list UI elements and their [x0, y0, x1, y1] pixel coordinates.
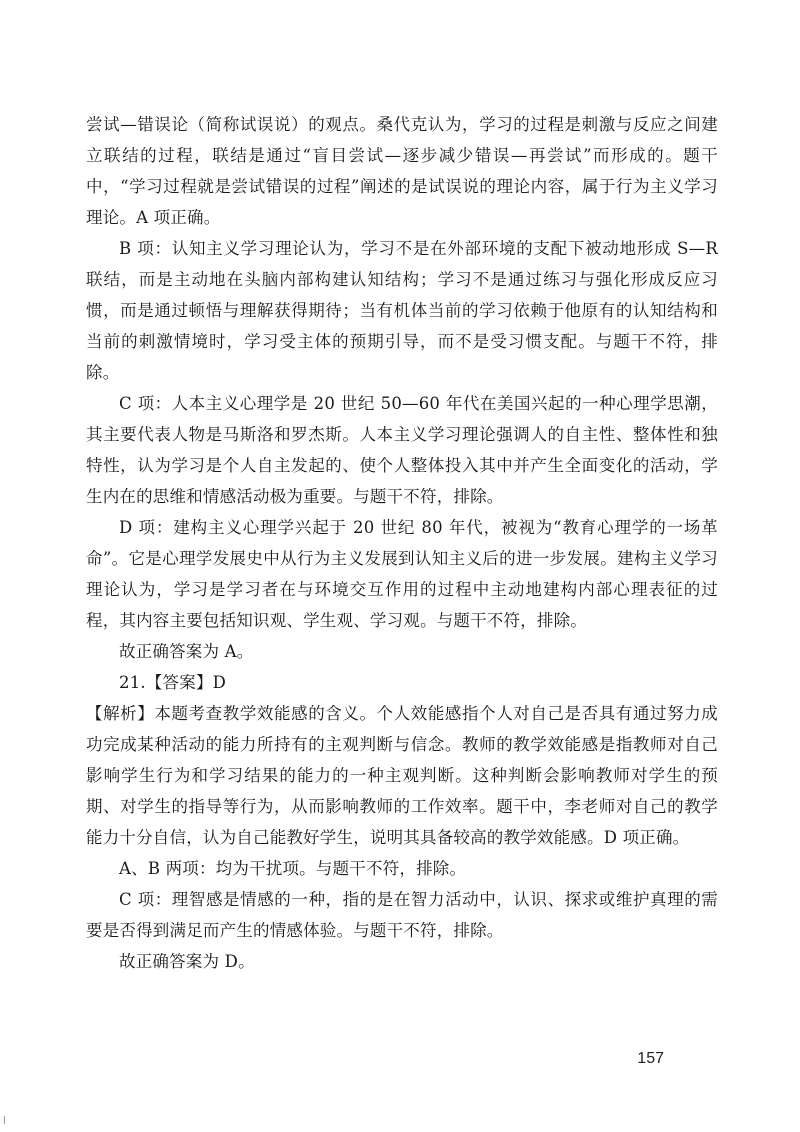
answer-conclusion-20: 故正确答案为 A。: [119, 642, 254, 661]
paragraph-option-c: C 项：人本主义心理学是 20 世纪 50—60 年代在美国兴起的一种心理学思潮，其主要代表人物是马斯洛和罗杰斯。人本主义学习理论强调人的自主性、整体性和独特性，认为学习是个人自主发起的、使个人整体投入其中并产生全面变化的活动，学生内在的思维和情感活动极为重要。与题干不符，排除。: [86, 394, 718, 506]
question-21-analysis: 【解析】本题考查教学效能感的含义。个人效能感指个人对自己是否具有通过努力成功完成某种活动的能力所持有的主观判断与信念。教师的教学效能感是指教师对自己影响学生行为和学习结果的能力的一种主观判断。这种判断会影响教师对学生的预期、对学生的指导等行为，从而影响教师的工作效率。题干中，李老师对自己的教学能力十分自信，认为自己能教好学生，说明其具备较高的教学效能感。D 项正确。: [86, 704, 718, 847]
body-text: [86, 109, 718, 977]
paragraph-options-ab: A、B 两项：均为干扰项。与题干不符，排除。: [119, 859, 467, 878]
answer-conclusion-21: 故正确答案为 D。: [119, 952, 255, 971]
paragraph-option-c-21: C 项：理智感是情感的一种，指的是在智力活动中，认识、探求或维护真理的需要是否得到满足而产生的情感体验。与题干不符，排除。: [86, 890, 718, 940]
paragraph-continuation: 尝试—错误论（简称试误说）的观点。桑代克认为，学习的过程是刺激与反应之间建立联结的过程，联结是通过“盲目尝试—逐步减少错误—再尝试”而形成的。题干中，“学习过程就是尝试错误的过程”阐述的是试误说的理论内容，属于行为主义学习理论。A 项正确。: [86, 115, 718, 227]
page-number: 157: [637, 1050, 664, 1067]
margin-mark: [4, 1116, 5, 1124]
paragraph-option-d: D 项：建构主义心理学兴起于 20 世纪 80 年代，被视为“教育心理学的一场革命”。它是心理学发展史中从行为主义发展到认知主义后的进一步发展。建构主义学习理论认为，学习是学习者在与环境交互作用的过程中主动地建构内部心理表征的过程，其内容主要包括知识观、学生观、学习观。与题干不符，排除。: [86, 518, 718, 630]
paragraph-option-b: B 项：认知主义学习理论认为，学习不是在外部环境的支配下被动地形成 S—R 联结，而是主动地在头脑内部构建认知结构；学习不是通过练习与强化形成反应习惯，而是通过顿悟与理解获得期待；当有机体当前的学习依赖于他原有的认知结构和当前的刺激情境时，学习受主体的预期引导，而不是受习惯支配。与题干不符，排除。: [86, 239, 718, 382]
question-21-answer: 21.【答案】D: [119, 673, 227, 692]
